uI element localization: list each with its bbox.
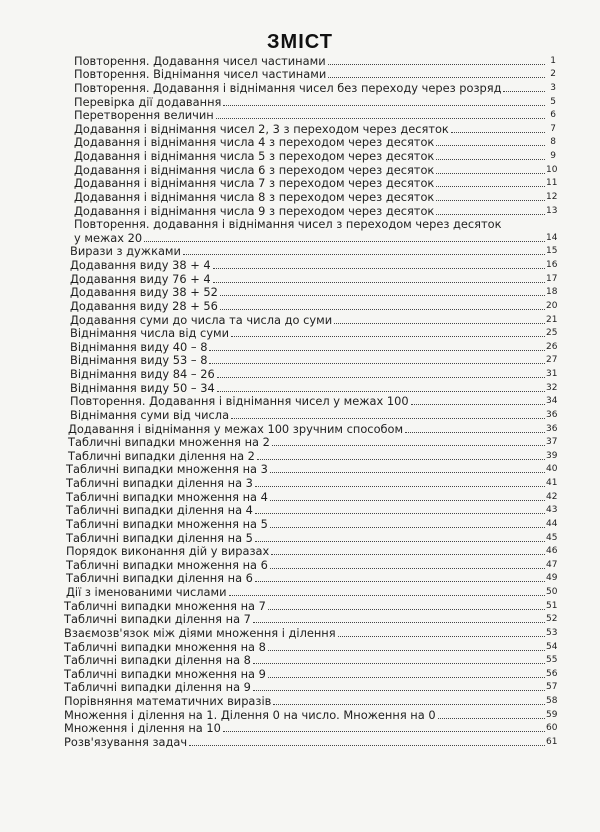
toc-entry xyxy=(64,708,556,722)
dot-leader xyxy=(257,459,545,460)
toc-entry-title: Табличні випадки ділення на 4 xyxy=(66,503,253,518)
dot-leader xyxy=(338,636,545,637)
toc-entry xyxy=(64,190,556,204)
toc-entry-title: Додавання і віднімання числа 4 з переходом через десяток xyxy=(74,135,435,150)
dot-leader xyxy=(253,622,545,623)
toc-entry xyxy=(64,163,556,177)
toc-entry xyxy=(64,613,556,627)
toc-entry-title: Віднімання виду 53 – 8 xyxy=(70,353,208,368)
toc-entry-page-number: 50 xyxy=(546,587,558,597)
toc-entry-page-number: 10 xyxy=(546,164,558,175)
toc-entry-page-number: 36 xyxy=(546,423,558,434)
toc-entry-page-number: 13 xyxy=(546,205,558,216)
dot-leader xyxy=(231,336,545,337)
dot-leader xyxy=(436,145,545,146)
toc-entry-title: Віднімання суми від числа xyxy=(70,407,230,422)
dot-leader xyxy=(216,118,545,119)
toc-entry xyxy=(64,735,556,749)
toc-entry-title: Табличні випадки ділення на 5 xyxy=(66,530,253,545)
toc-entry xyxy=(64,504,556,518)
toc-entry-title: Взаємозв'язок між діями множення і ділення xyxy=(64,625,336,640)
toc-entry xyxy=(64,694,556,708)
toc-entry-title: Повторення. додавання і віднімання чисел з переходом через десяток xyxy=(74,217,502,232)
toc-entry-title: Дії з іменованими числами xyxy=(66,585,227,599)
toc-entry xyxy=(64,149,556,163)
toc-entry-title: Табличні випадки множення на 6 xyxy=(66,557,268,572)
toc-entry-title: Вирази з дужками xyxy=(70,244,181,259)
toc-entry-title: Повторення. Додавання чисел частинами xyxy=(74,53,326,68)
toc-entry xyxy=(64,122,556,136)
toc-entry xyxy=(64,422,556,436)
dot-leader xyxy=(268,677,545,678)
toc-entry xyxy=(64,136,556,150)
toc-entry xyxy=(64,449,556,463)
dot-leader xyxy=(217,391,545,392)
toc-entry xyxy=(64,367,556,381)
toc-entry-title: Перетворення величин xyxy=(74,108,214,123)
toc-entry-page-number: 16 xyxy=(546,260,558,270)
dot-leader xyxy=(270,527,545,528)
toc-entry xyxy=(64,490,556,504)
toc-entry xyxy=(64,545,556,559)
dot-leader xyxy=(270,568,545,569)
toc-entry-page-number: 31 xyxy=(546,369,558,379)
toc-entry xyxy=(64,558,556,572)
toc-entry xyxy=(64,599,556,613)
toc-entry-title: Додавання і віднімання числа 9 з переходом через десяток xyxy=(74,203,435,218)
toc-entry-title: Віднімання виду 84 – 26 xyxy=(70,367,215,381)
toc-entry xyxy=(64,436,556,450)
toc-entry-title: Табличні випадки ділення на 3 xyxy=(66,476,253,490)
dot-leader xyxy=(255,541,545,542)
toc-entry-page-number: 49 xyxy=(546,573,558,584)
toc-entry-title: Повторення. Віднімання чисел частинами xyxy=(74,67,327,82)
toc-entry xyxy=(64,476,556,490)
toc-entry-page-number: 26 xyxy=(546,341,558,352)
dot-leader xyxy=(213,268,545,269)
toc-entry-title: Табличні випадки ділення на 6 xyxy=(66,571,253,586)
toc-entry-page-number: 17 xyxy=(546,273,558,284)
toc-entry-page-number: 25 xyxy=(546,328,558,339)
toc-entry-page-number: 58 xyxy=(546,696,558,706)
toc-entry-page-number: 5 xyxy=(550,96,556,107)
toc-entry-page-number: 46 xyxy=(546,546,558,557)
toc-entry-page-number: 37 xyxy=(546,437,558,448)
toc-entry xyxy=(64,654,556,668)
dot-leader xyxy=(270,472,545,473)
toc-entry-title: Розв'язування задач xyxy=(64,734,188,749)
toc-entry-title: Табличні випадки ділення на 2 xyxy=(68,448,255,463)
toc-entry-page-number: 52 xyxy=(546,614,558,625)
toc-entry-title: Додавання і віднімання у межах 100 зручним способом xyxy=(68,421,404,436)
toc-entry xyxy=(64,204,556,218)
toc-entry-page-number: 9 xyxy=(550,151,556,161)
dot-leader xyxy=(189,745,545,746)
toc-entry-title: Табличні випадки множення на 7 xyxy=(64,598,266,613)
toc-entry-page-number: 51 xyxy=(546,600,558,611)
toc-entry-title: Додавання виду 76 + 4 xyxy=(70,271,211,286)
toc-entry-title: Перевірка дії додавання xyxy=(74,94,222,109)
toc-entry-page-number: 8 xyxy=(550,137,556,148)
toc-entry-page-number: 20 xyxy=(546,300,558,311)
toc-entry-page-number: 56 xyxy=(546,668,558,679)
toc-entry-page-number: 39 xyxy=(546,450,558,461)
toc-entry-title: Додавання суми до числа та числа до суми xyxy=(70,312,333,327)
dot-leader xyxy=(144,241,545,242)
dot-leader xyxy=(220,309,545,310)
toc-entry xyxy=(64,354,556,368)
dot-leader xyxy=(255,513,545,514)
toc-entry-title: Табличні випадки множення на 2 xyxy=(68,435,270,450)
toc-entry xyxy=(64,463,556,477)
toc-entry-page-number: 21 xyxy=(546,314,558,325)
toc-entry-title: Множення і ділення на 1. Ділення 0 на число. Множення на 0 xyxy=(64,707,436,722)
dot-leader xyxy=(213,282,545,283)
toc-entry-page-number: 2 xyxy=(550,69,556,80)
dot-leader xyxy=(209,350,545,351)
toc-entry xyxy=(64,517,556,531)
toc-entry-page-number: 34 xyxy=(546,396,558,407)
dot-leader xyxy=(253,663,545,664)
dot-leader xyxy=(255,486,545,487)
toc-entry-page-number: 47 xyxy=(546,559,558,570)
dot-leader xyxy=(223,105,545,106)
toc-entry xyxy=(64,395,556,409)
dot-leader xyxy=(271,554,545,555)
dot-leader xyxy=(328,77,545,78)
toc-entry xyxy=(64,231,556,245)
toc-entry-title: Віднімання виду 50 – 34 xyxy=(70,380,215,395)
dot-leader xyxy=(438,718,545,719)
toc-entry-title: Множення і ділення на 10 xyxy=(64,721,221,736)
toc-entry-page-number: 42 xyxy=(546,491,558,502)
toc-entry-title: Табличні випадки ділення на 7 xyxy=(64,612,251,627)
dot-leader xyxy=(436,214,545,215)
toc-entry-title: Повторення. Додавання і віднімання чисел у межах 100 xyxy=(70,394,409,409)
toc-entry-title: Додавання виду 28 + 56 xyxy=(70,298,218,313)
toc-entry-page-number: 36 xyxy=(546,409,558,420)
dot-leader xyxy=(273,704,545,705)
dot-leader xyxy=(183,254,545,255)
toc-entry xyxy=(64,681,556,695)
dot-leader xyxy=(268,609,545,610)
page-title: ЗМІСТ xyxy=(267,31,333,53)
dot-leader xyxy=(209,363,545,364)
dot-leader xyxy=(503,91,545,92)
toc-entry-page-number: 32 xyxy=(546,382,558,393)
toc-entry-title: Порядок виконання дій у виразах xyxy=(66,544,270,559)
dot-leader xyxy=(436,200,545,201)
toc-entry xyxy=(64,68,556,82)
toc-entry xyxy=(64,667,556,681)
toc-entry xyxy=(64,109,556,123)
dot-leader xyxy=(405,432,545,433)
dot-leader xyxy=(334,323,545,324)
toc-entry-page-number: 44 xyxy=(546,518,558,529)
toc-entry-page-number: 7 xyxy=(550,123,556,134)
dot-leader xyxy=(436,173,545,174)
toc-entry xyxy=(64,299,556,313)
toc-entry xyxy=(64,327,556,341)
toc-entry xyxy=(64,272,556,286)
dot-leader xyxy=(223,731,545,732)
dot-leader xyxy=(217,377,545,378)
toc-entry-title: у межах 20 xyxy=(74,230,143,245)
toc-entry-page-number: 12 xyxy=(546,191,558,202)
dot-leader xyxy=(436,159,545,160)
toc-entry xyxy=(64,258,556,272)
toc-entry xyxy=(64,722,556,736)
toc-entry xyxy=(64,54,556,68)
toc-entry-title: Додавання і віднімання числа 6 з переходом через десяток xyxy=(74,162,435,177)
dot-leader xyxy=(272,445,545,446)
toc-entry-page-number: 55 xyxy=(546,655,558,666)
toc-entry-page-number: 14 xyxy=(546,232,558,243)
dot-leader xyxy=(268,650,545,651)
toc-entry-title: Додавання і віднімання числа 8 з переходом через десяток xyxy=(74,189,435,204)
toc-entry xyxy=(64,340,556,354)
toc-entry-page-number: 27 xyxy=(546,355,558,366)
toc-entry xyxy=(64,626,556,640)
dot-leader xyxy=(231,418,545,419)
table-of-contents xyxy=(64,54,556,749)
toc-entry-title: Табличні випадки множення на 4 xyxy=(66,489,268,504)
dot-leader xyxy=(220,295,545,296)
toc-entry-title: Віднімання числа від суми xyxy=(70,326,230,341)
toc-entry-page-number: 53 xyxy=(546,627,558,638)
toc-entry-title: Табличні випадки множення на 3 xyxy=(66,462,268,477)
toc-entry xyxy=(64,81,556,95)
toc-entry-title: Табличні випадки множення на 9 xyxy=(64,666,266,681)
toc-entry-page-number: 43 xyxy=(546,505,558,516)
toc-entry-title: Повторення. Додавання і віднімання чисел без переходу через розряд xyxy=(74,80,502,95)
toc-entry-title: Додавання і віднімання числа 7 з переходом через десяток xyxy=(74,176,435,191)
toc-entry-page-number: 57 xyxy=(546,682,558,693)
dot-leader xyxy=(255,581,545,582)
toc-entry-page-number: 40 xyxy=(546,464,558,475)
toc-entry xyxy=(64,218,556,232)
toc-entry-title: Віднімання виду 40 – 8 xyxy=(70,339,208,354)
toc-entry xyxy=(64,177,556,191)
toc-entry-page-number: 15 xyxy=(546,246,558,257)
toc-entry-page-number: 45 xyxy=(546,532,558,543)
toc-entry-page-number: 41 xyxy=(546,478,558,488)
toc-entry-title: Додавання виду 38 + 4 xyxy=(70,258,211,272)
dot-leader xyxy=(328,64,545,65)
toc-entry-title: Додавання і віднімання числа 5 з переходом через десяток xyxy=(74,149,435,163)
toc-entry xyxy=(64,585,556,599)
toc-entry-title: Табличні випадки множення на 5 xyxy=(66,516,268,531)
toc-entry xyxy=(64,531,556,545)
dot-leader xyxy=(436,186,545,187)
toc-entry-page-number: 1 xyxy=(550,55,556,66)
toc-entry xyxy=(64,572,556,586)
toc-entry xyxy=(64,408,556,422)
toc-entry xyxy=(64,95,556,109)
toc-entry xyxy=(64,381,556,395)
dot-leader xyxy=(229,595,545,596)
toc-entry-page-number: 18 xyxy=(546,287,558,298)
toc-entry-title: Порівняння математичних виразів xyxy=(64,694,272,708)
dot-leader xyxy=(411,404,545,405)
toc-entry xyxy=(64,640,556,654)
toc-entry xyxy=(64,245,556,259)
toc-entry-page-number: 6 xyxy=(550,110,556,121)
toc-entry-page-number: 11 xyxy=(546,178,558,189)
dot-leader xyxy=(451,132,545,133)
toc-entry-page-number: 61 xyxy=(546,736,558,747)
toc-entry-page-number: 54 xyxy=(546,641,558,652)
toc-entry-page-number: 3 xyxy=(550,82,556,93)
toc-entry xyxy=(64,286,556,300)
dot-leader xyxy=(253,690,545,691)
toc-entry-title: Табличні випадки ділення на 8 xyxy=(64,653,251,668)
toc-entry-page-number: 59 xyxy=(546,709,558,720)
toc-entry-title: Додавання і віднімання чисел 2, 3 з переходом через десяток xyxy=(74,121,449,136)
dot-leader xyxy=(270,500,545,501)
toc-entry-title: Табличні випадки множення на 8 xyxy=(64,639,266,654)
toc-entry-title: Табличні випадки ділення на 9 xyxy=(64,680,251,695)
toc-entry-title: Додавання виду 38 + 52 xyxy=(70,285,218,300)
toc-entry-page-number: 60 xyxy=(546,723,558,734)
toc-entry xyxy=(64,313,556,327)
